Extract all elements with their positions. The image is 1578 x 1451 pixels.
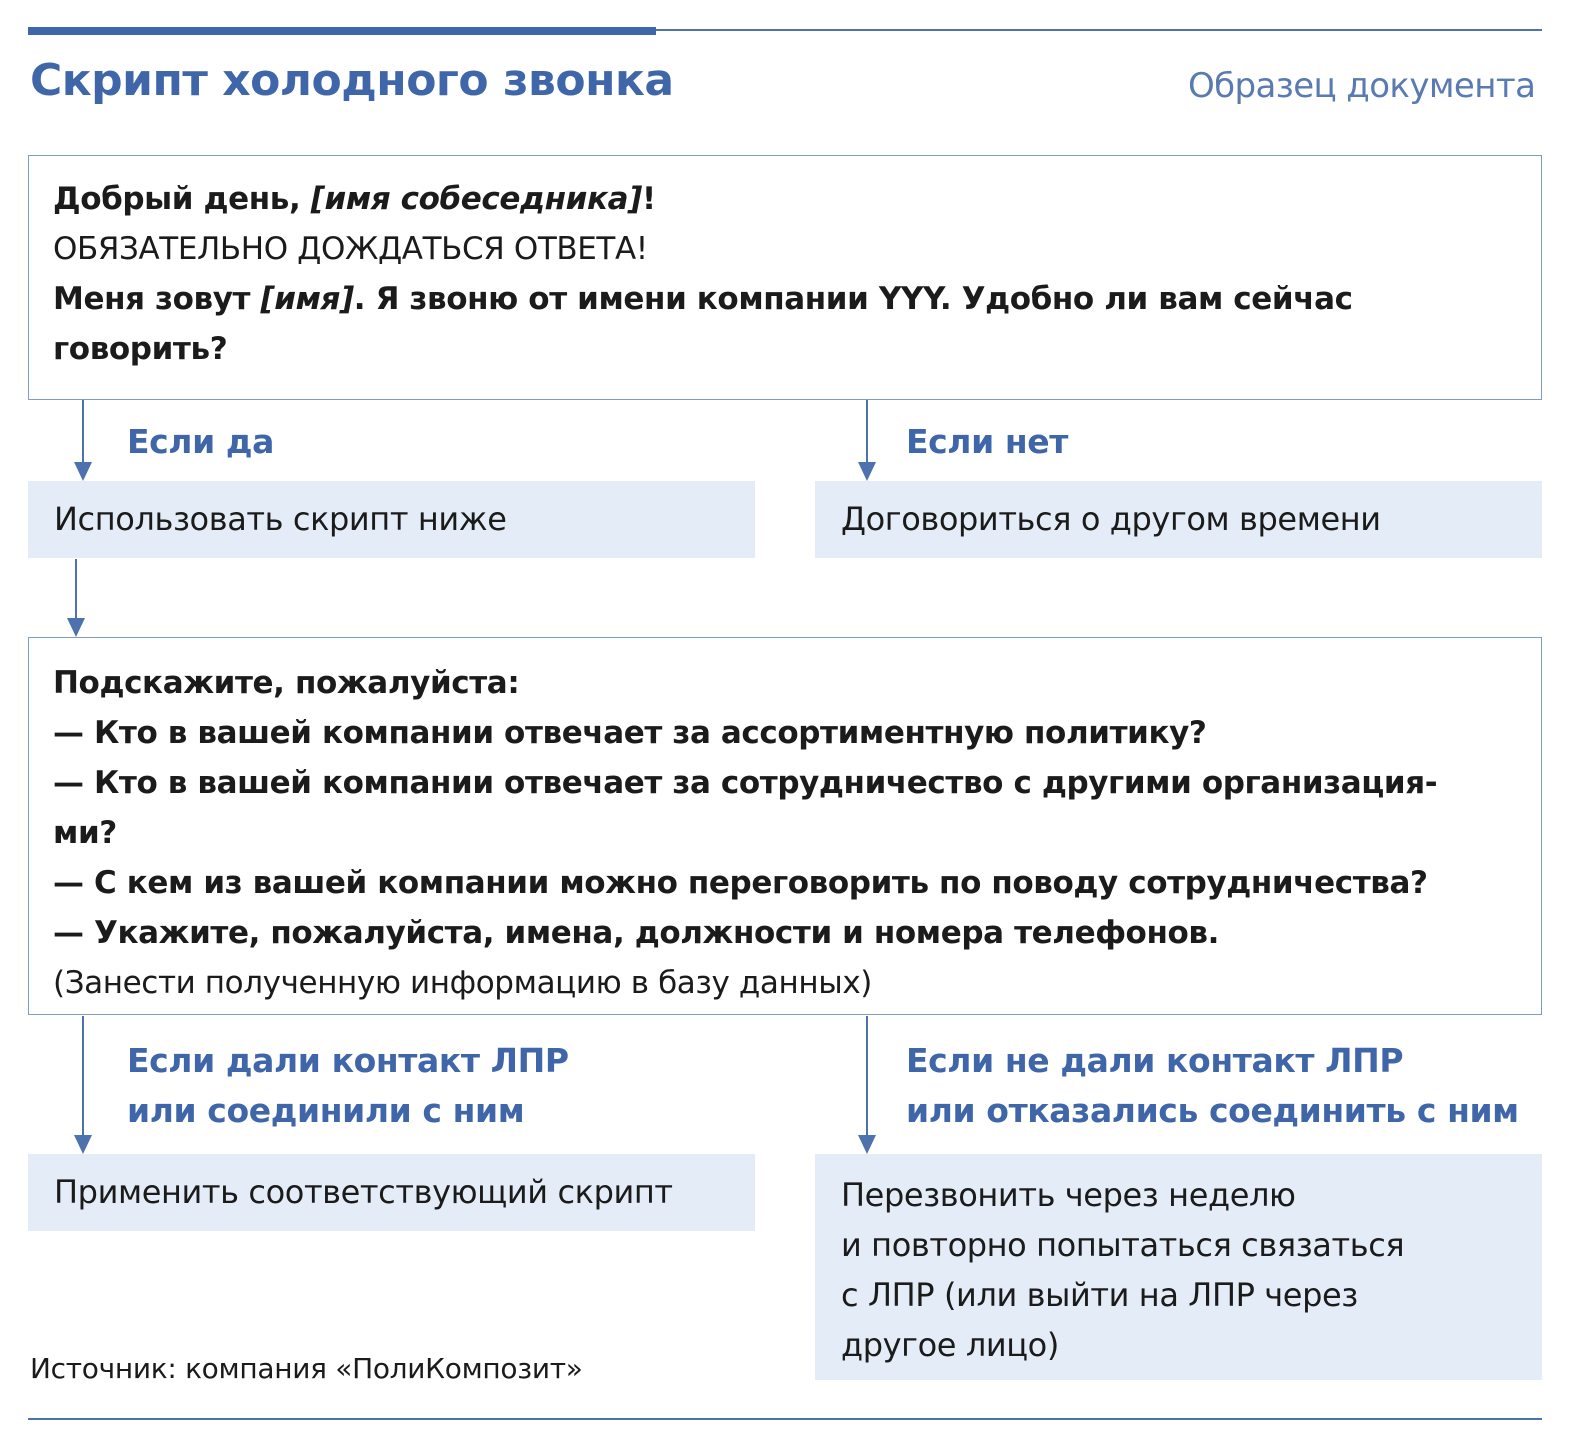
branch-no-label: Если нет: [906, 422, 1068, 461]
branch-yes-label: Если да: [127, 422, 275, 461]
introduction-text-end: . Я звоню от имени компании YYY. Удобно ли вам сейчас: [353, 281, 1353, 317]
greeting-line: [53, 174, 1517, 224]
branch-no-contact-action-line3: с ЛПР (или выйти на ЛПР через: [841, 1276, 1358, 1314]
branch-yes-action: Использовать скрипт ниже: [28, 481, 755, 558]
question-item: — С кем из вашей компании можно переговорить по поводу сотрудничества?: [53, 865, 1428, 901]
database-note: (Занести полученную информацию в базу данных): [53, 965, 872, 1001]
top-rule-accent: [28, 27, 656, 35]
questions-intro: Подскажите, пожалуйста:: [53, 665, 520, 701]
branch-contact-action: Применить соответствующий скрипт: [28, 1154, 755, 1231]
introduction-text-start: Меня зовут: [53, 281, 261, 317]
branch-no-contact-action-line2: и повторно попытаться связаться: [841, 1226, 1405, 1264]
page-title: Скрипт холодного звонка: [30, 55, 674, 106]
question-item: — Кто в вашей компании отвечает за сотрудничество с другими организация-: [53, 765, 1438, 801]
arrow-to-contact-head: [74, 1135, 92, 1154]
arrow-to-questions-head: [67, 618, 85, 637]
arrow-to-yes-head: [74, 462, 92, 481]
branch-no-contact-action-line1: Перезвонить через неделю: [841, 1176, 1296, 1214]
document-sample-label: Образец документа: [1188, 66, 1536, 106]
question-item: — Кто в вашей компании отвечает за ассортиментную политику?: [53, 715, 1207, 751]
caller-name-placeholder: [имя]: [260, 281, 354, 317]
questions-box: [28, 637, 1542, 1015]
arrow-to-no-head: [858, 462, 876, 481]
question-item: — Укажите, пожалуйста, имена, должности и номера телефонов.: [53, 915, 1219, 951]
arrow-to-no-contact-head: [858, 1135, 876, 1154]
branch-no-contact-label-line2: или отказались соединить с ним: [906, 1091, 1519, 1130]
branch-contact-label-line2: или соединили с ним: [127, 1091, 525, 1130]
bottom-rule: [28, 1418, 1542, 1420]
introduction-line: [53, 274, 1517, 324]
branch-contact-label-line1: Если дали контакт ЛПР: [127, 1041, 569, 1080]
source-note: Источник: компания «ПолиКомпозит»: [30, 1352, 583, 1385]
branch-no-contact-action-line4: другое лицо): [841, 1326, 1059, 1364]
greeting-text: Добрый день,: [53, 181, 311, 217]
wait-for-answer-instruction: ОБЯЗАТЕЛЬНО ДОЖДАТЬСЯ ОТВЕТА!: [53, 231, 648, 267]
branch-no-action: Договориться о другом времени: [815, 481, 1542, 558]
branch-contact-label: [127, 1036, 569, 1136]
interlocutor-name-placeholder: [имя собеседника]: [310, 181, 642, 217]
greeting-box: [28, 155, 1542, 400]
greeting-exclamation: !: [641, 181, 656, 217]
introduction-line-end: говорить?: [53, 331, 228, 367]
branch-no-contact-action: [815, 1154, 1542, 1380]
question-item-continued: ми?: [53, 815, 117, 851]
branch-no-contact-label-line1: Если не дали контакт ЛПР: [906, 1041, 1404, 1080]
branch-no-contact-label: [906, 1036, 1519, 1136]
